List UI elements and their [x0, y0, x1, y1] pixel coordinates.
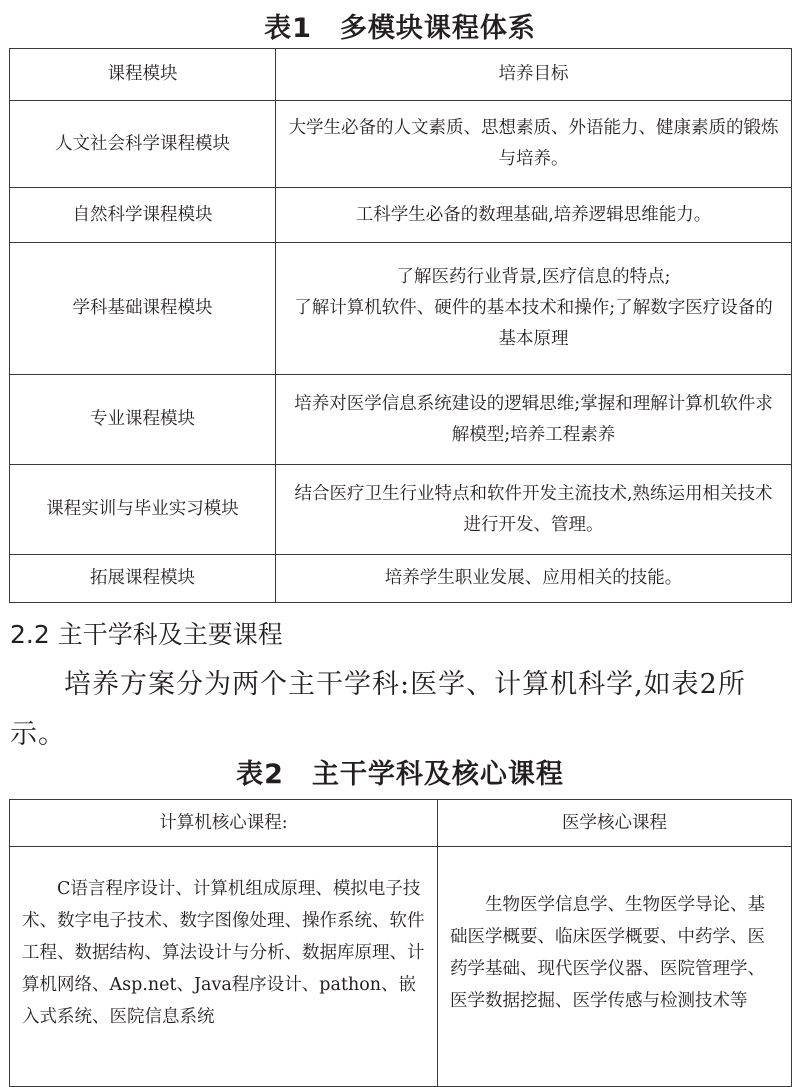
table-row [10, 243, 792, 375]
module-cell: 拓展课程模块 [10, 555, 276, 603]
goal-cell: 培养对医学信息系统建设的逻辑思维;掌握和理解计算机软件求解模型;培养工程素养 [276, 375, 792, 465]
module-cell: 课程实训与毕业实习模块 [10, 465, 276, 555]
header-medical-core-courses: 医学核心课程 [438, 800, 792, 847]
header-cs-core-courses: 计算机核心课程: [10, 800, 438, 847]
table-row [10, 101, 792, 188]
header-training-goal: 培养目标 [276, 49, 792, 101]
table-row [10, 188, 792, 243]
goal-cell: 培养学生职业发展、应用相关的技能。 [276, 555, 792, 603]
table-row [10, 375, 792, 465]
table-row [10, 465, 792, 555]
goal-cell: 大学生必备的人文素质、思想素质、外语能力、健康素质的锻炼与培养。 [276, 101, 792, 188]
med-courses-cell [438, 847, 792, 1087]
table2-title: 表2 主干学科及核心课程 [236, 759, 564, 790]
table1-title: 表1 多模块课程体系 [264, 13, 536, 44]
table2-core-courses [9, 799, 792, 1087]
goal-line: 了解计算机软件、硬件的基本技术和操作;了解数字医疗设备的基本原理 [294, 298, 773, 349]
body-paragraph: 培养方案分为两个主干学科:医学、计算机科学,如表2所示。 [10, 669, 746, 750]
table1-multimodule-curriculum [9, 48, 792, 603]
module-cell: 自然科学课程模块 [10, 188, 276, 243]
header-course-module: 课程模块 [10, 49, 276, 101]
cs-courses-cell [10, 847, 438, 1087]
table-row [10, 555, 792, 603]
section-heading: 2.2 主干学科及主要课程 [10, 620, 283, 649]
goal-cell: 工科学生必备的数理基础,培养逻辑思维能力。 [276, 188, 792, 243]
module-cell: 学科基础课程模块 [10, 243, 276, 375]
cs-courses-text: C语言程序设计、计算机组成原理、模拟电子技术、数字电子技术、数字图像处理、操作系统、软件工程、数据结构、算法设计与分析、数据库原理、计算机网络、Asp.net、Java程序设计、pathon、嵌入式系统、医院信息系统 [22, 879, 425, 1027]
goal-cell: 结合医疗卫生行业特点和软件开发主流技术,熟练运用相关技术进行开发、管理。 [276, 465, 792, 555]
goal-cell [276, 243, 792, 375]
module-cell: 人文社会科学课程模块 [10, 101, 276, 188]
module-cell: 专业课程模块 [10, 375, 276, 465]
table-row [10, 847, 792, 1087]
table-header-row [10, 49, 792, 101]
goal-line: 了解医药行业背景,医疗信息的特点; [396, 267, 671, 287]
med-courses-text: 生物医学信息学、生物医学导论、基础医学概要、临床医学概要、中药学、医药学基础、现代医学仪器、医院管理学、医学数据挖掘、医学传感与检测技术等 [450, 895, 765, 1011]
table-header-row [10, 800, 792, 847]
